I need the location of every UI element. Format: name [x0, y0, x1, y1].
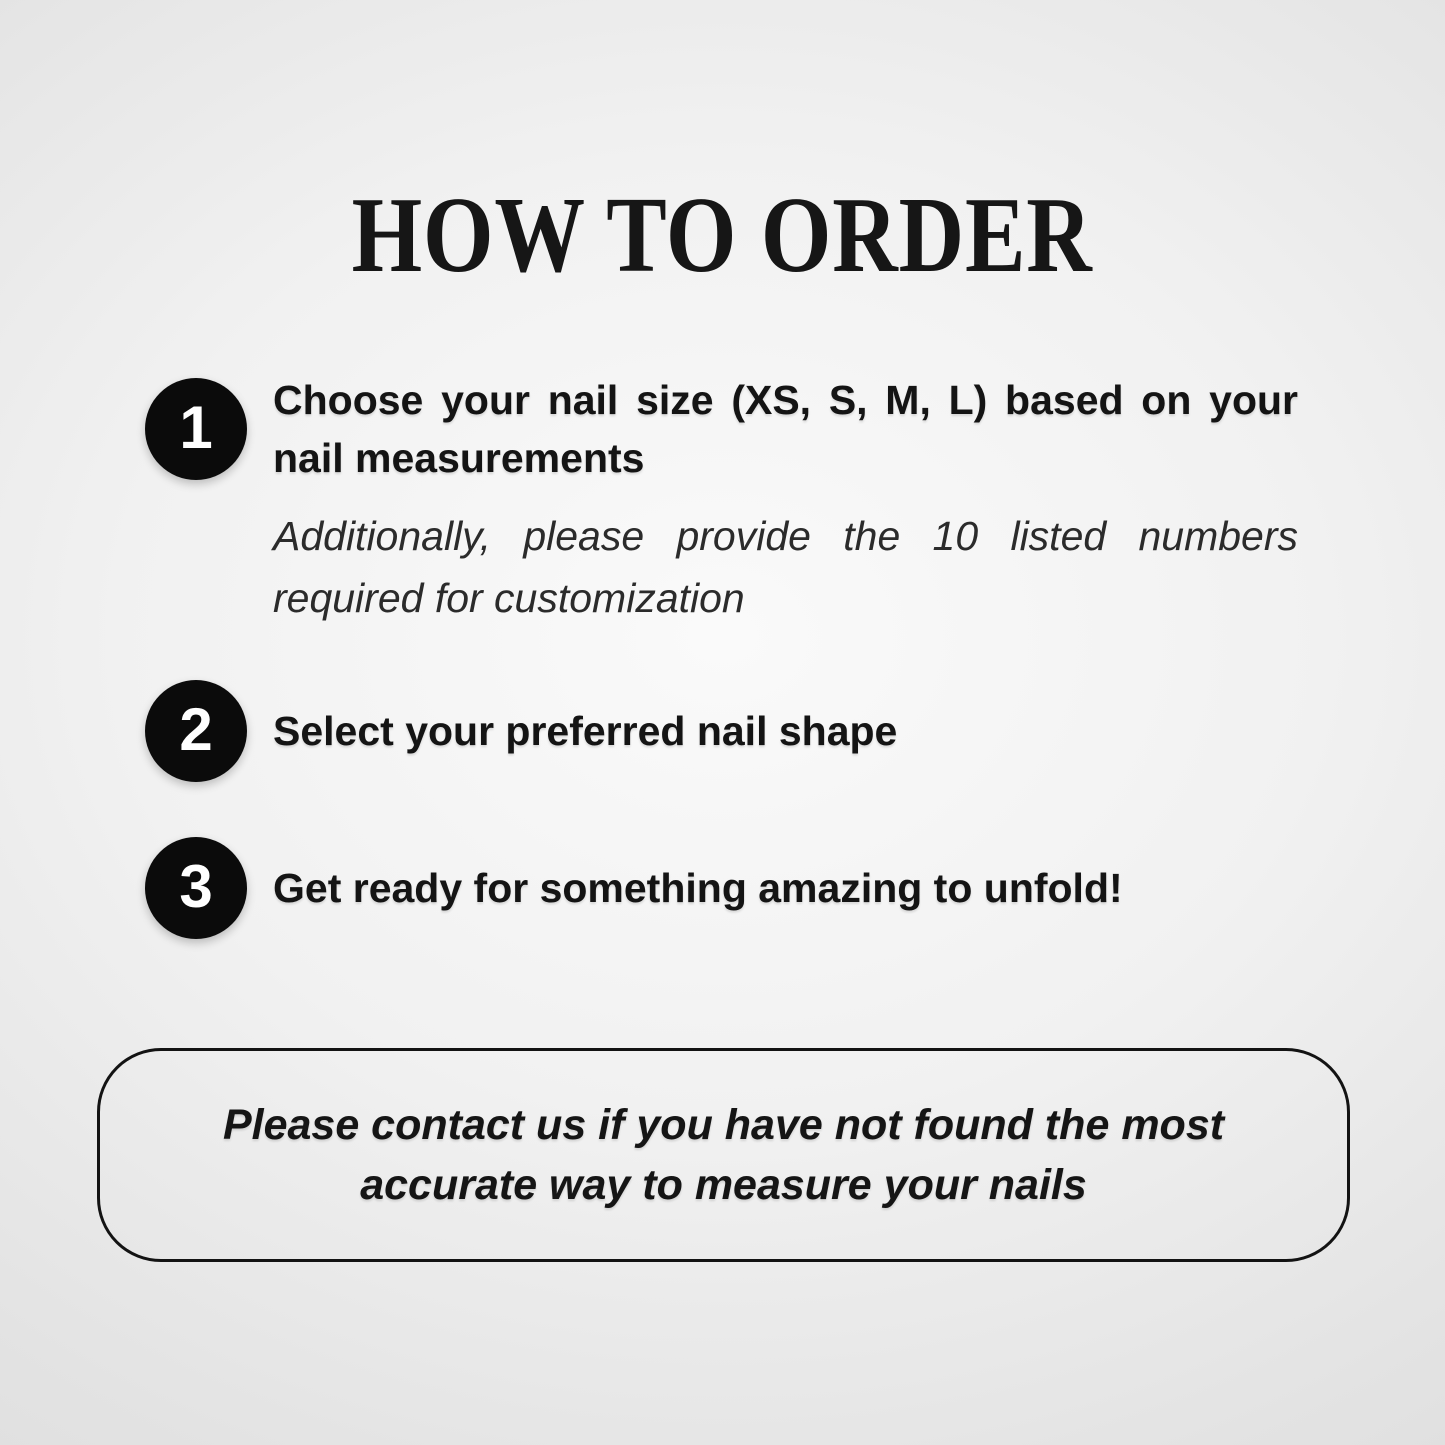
contact-note: Please contact us if you have not found the most accurate way to measure your nails — [222, 1101, 1225, 1209]
page-title: HOW TO ORDER — [351, 176, 1094, 295]
step-2-number-badge — [145, 680, 247, 782]
step-1-number: 1 — [179, 393, 213, 461]
step-3-number: 3 — [179, 852, 213, 920]
title-row — [0, 176, 1445, 295]
step-2-heading: Select your preferred nail shape — [273, 708, 898, 754]
step-3-number-badge — [145, 837, 247, 939]
step-1-number-badge — [145, 378, 247, 480]
contact-note-box — [97, 1048, 1350, 1262]
step-1-heading: Choose your nail size (XS, S, M, L) based on your nail measurements — [273, 377, 1298, 481]
step-3 — [145, 837, 1298, 939]
step-2 — [145, 680, 1298, 782]
step-2-number: 2 — [179, 695, 213, 763]
step-1-note: Additionally, please provide the 10 listed numbers required for customization — [273, 513, 1298, 621]
step-1 — [145, 371, 1298, 487]
step-3-heading: Get ready for something amazing to unfold! — [273, 865, 1123, 911]
